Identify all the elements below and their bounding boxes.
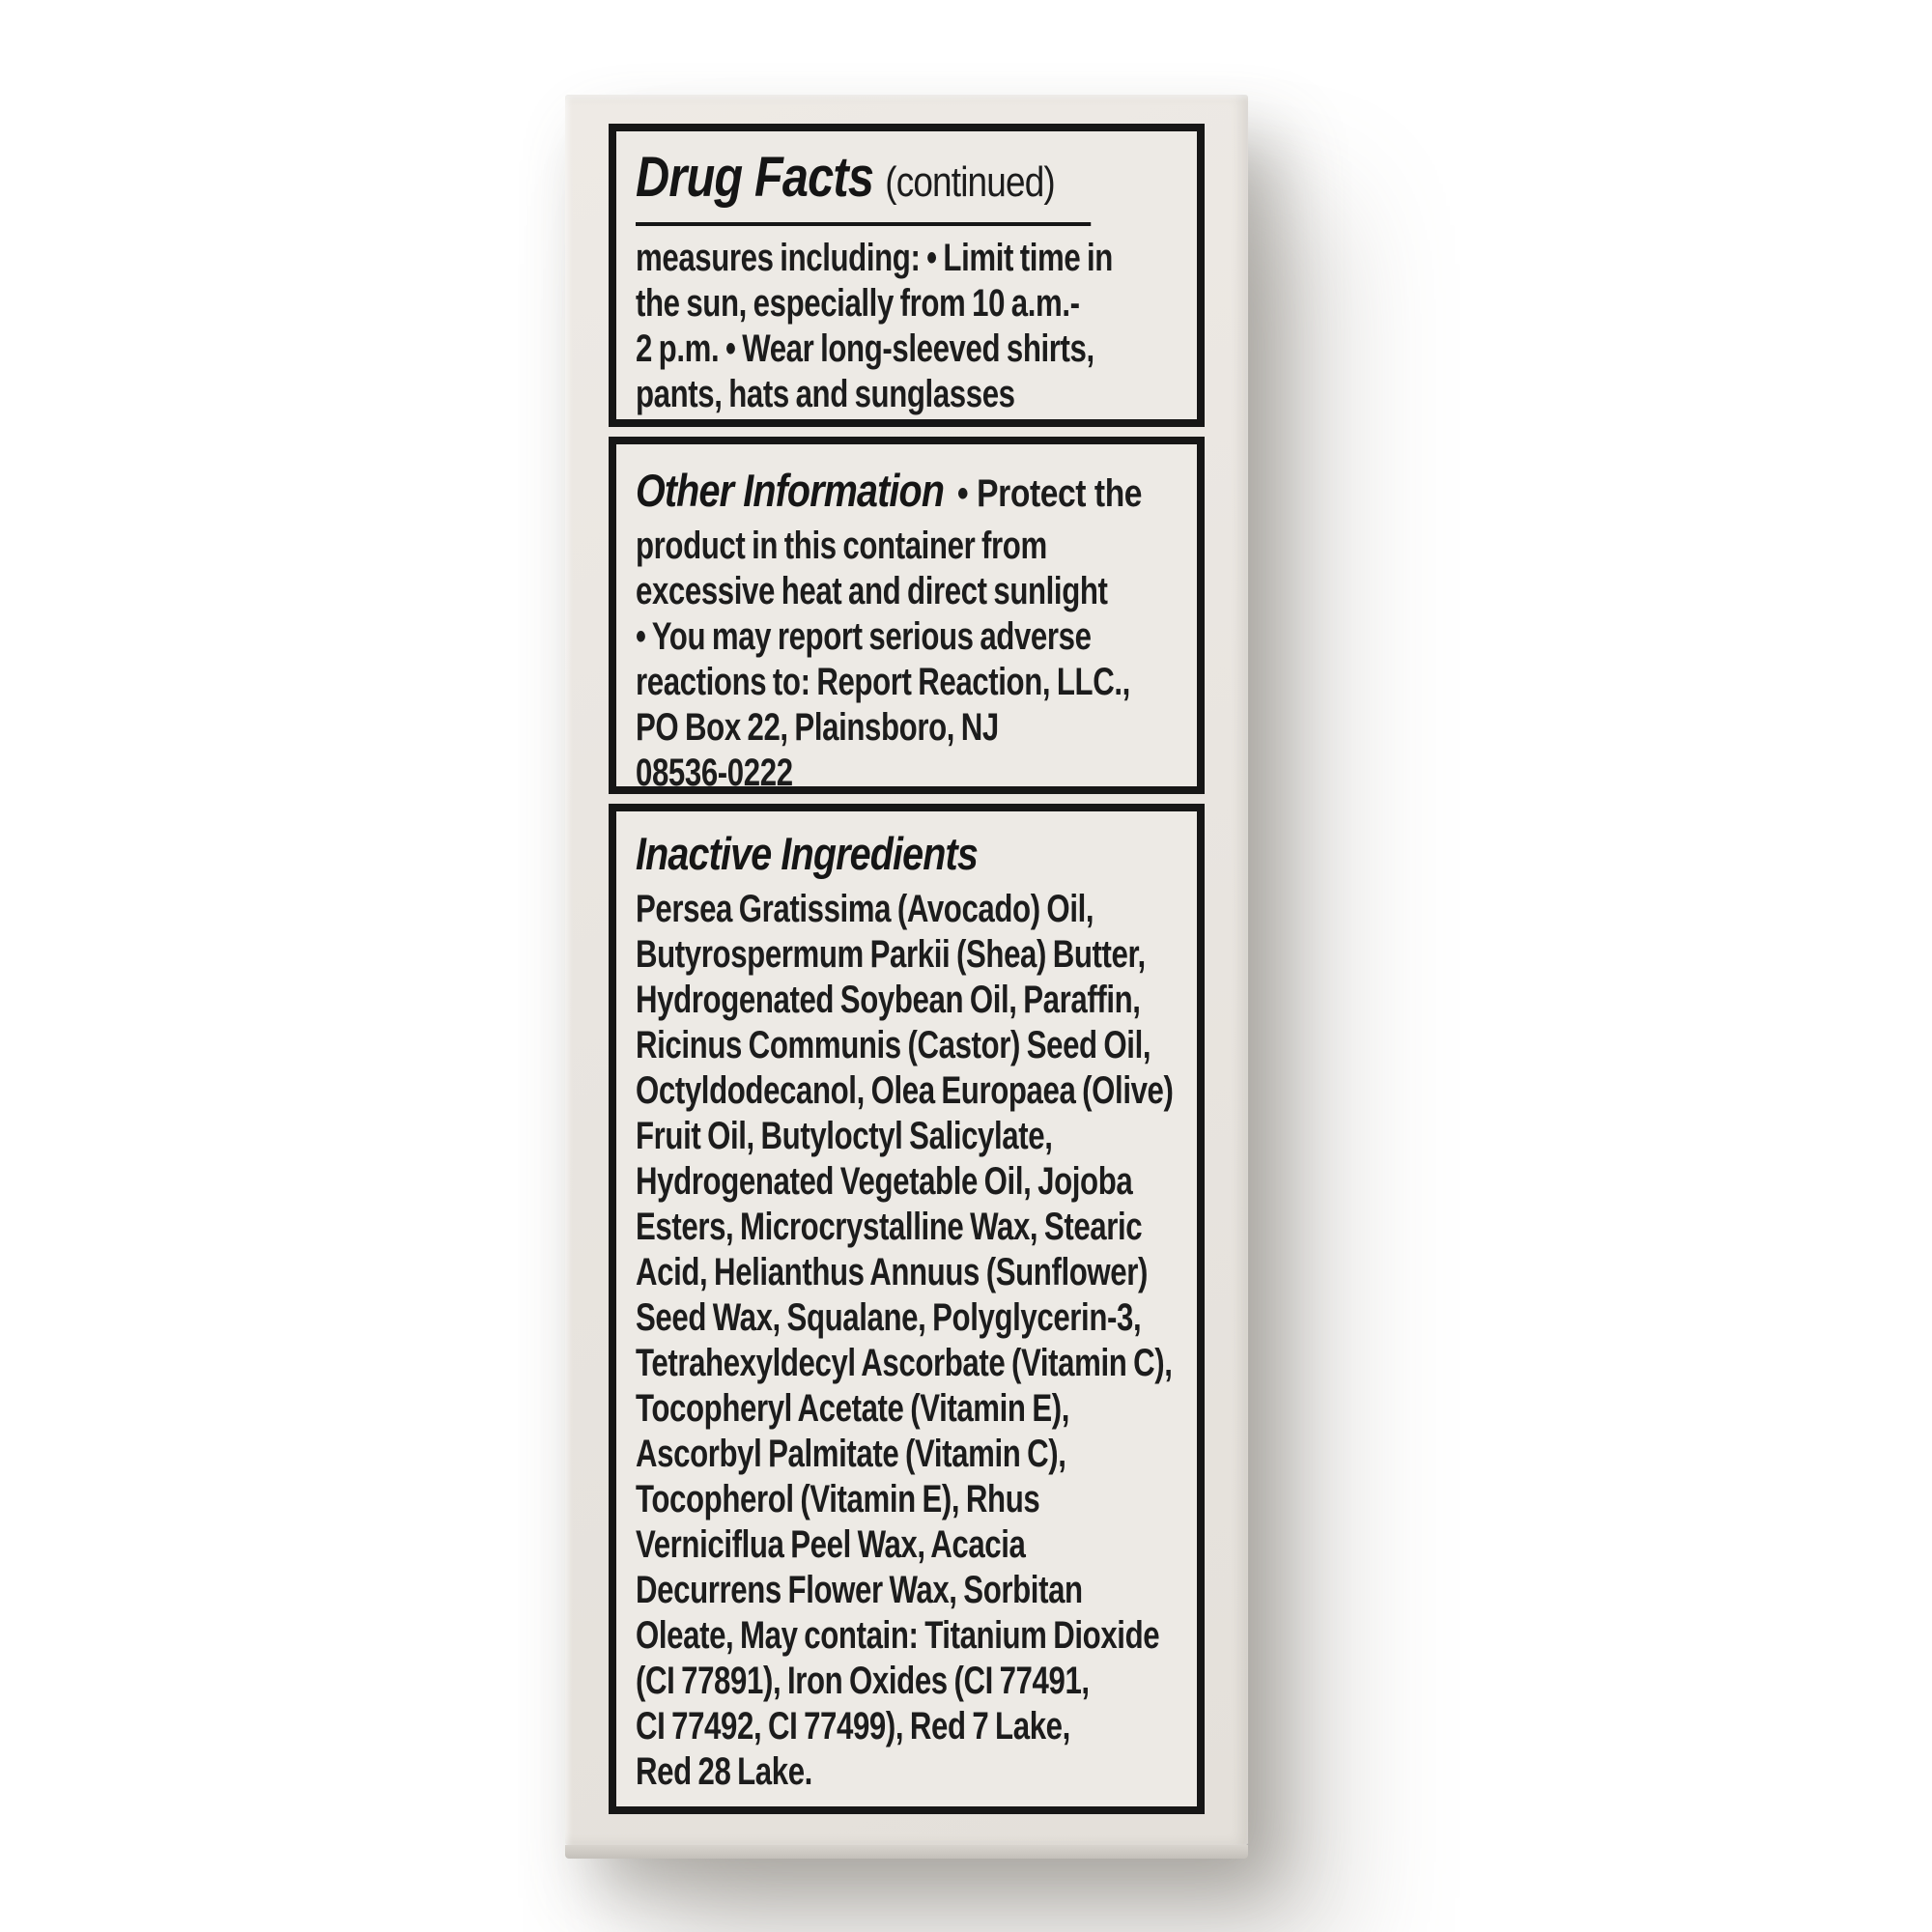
label-text-line: Tetrahexyldecyl Ascorbate (Vitamin C), (636, 1342, 1173, 1384)
label-text-line: Esters, Microcrystalline Wax, Stearic (636, 1206, 1143, 1248)
label-text-line: the sun, especially from 10 a.m.- (636, 282, 1080, 325)
label-text-line: Oleate, May contain: Titanium Dioxide (636, 1614, 1160, 1657)
label-text-line: excessive heat and direct sunlight (636, 570, 1108, 612)
label-text-line: measures including: • Limit time in (636, 237, 1113, 279)
label-text-line: Octyldodecanol, Olea Europaea (Olive) (636, 1069, 1174, 1112)
drug-facts-title: Drug Facts (636, 146, 874, 209)
label-text-line: Hydrogenated Soybean Oil, Paraffin, (636, 979, 1141, 1021)
label-text-line: Fruit Oil, Butyloctyl Salicylate, (636, 1115, 1053, 1157)
drug-facts-continued-label: (continued) (885, 158, 1055, 206)
label-text-line: (CI 77891), Iron Oxides (CI 77491, (636, 1660, 1090, 1702)
inactive-ingredients-heading-row (636, 827, 1091, 881)
label-text-line: Seed Wax, Squalane, Polyglycerin-3, (636, 1296, 1142, 1339)
drug-facts-panel (609, 124, 1205, 1824)
label-text-line: reactions to: Report Reaction, LLC., (636, 661, 1130, 703)
label-text-line: Decurrens Flower Wax, Sorbitan (636, 1569, 1083, 1611)
label-text-line: Persea Gratissima (Avocado) Oil, (636, 888, 1094, 930)
label-text-line: • You may report serious adverse (636, 615, 1092, 658)
other-information-text (636, 524, 1178, 794)
label-text-line: pants, hats and sunglasses (636, 373, 1015, 415)
label-text-line: Ricinus Communis (Castor) Seed Oil, (636, 1024, 1151, 1066)
label-text-line: Hydrogenated Vegetable Oil, Jojoba (636, 1160, 1133, 1203)
drug-facts-continued-section (609, 124, 1205, 427)
inactive-ingredients-text (636, 887, 1178, 1795)
drug-facts-heading-row (636, 147, 1091, 226)
label-text-line: Verniciflua Peel Wax, Acacia (636, 1523, 1026, 1566)
product-box-side-panel (565, 95, 1248, 1845)
other-information-section (609, 437, 1205, 794)
inactive-ingredients-title: Inactive Ingredients (636, 828, 978, 879)
label-text-line: Red 28 Lake. (636, 1750, 812, 1793)
other-information-first-line: • Protect the (956, 472, 1143, 515)
label-text-line: CI 77492, CI 77499), Red 7 Lake, (636, 1705, 1070, 1747)
label-text-line: Ascorbyl Palmitate (Vitamin C), (636, 1433, 1066, 1475)
label-text-line: Tocopheryl Acetate (Vitamin E), (636, 1387, 1070, 1430)
label-text-line: Acid, Helianthus Annuus (Sunflower) (636, 1251, 1148, 1293)
label-text-line: PO Box 22, Plainsboro, NJ (636, 706, 999, 749)
sun-protection-measures-text (636, 236, 1178, 417)
label-text-line: Tocopherol (Vitamin E), Rhus (636, 1478, 1040, 1520)
label-text-line: product in this container from (636, 525, 1047, 567)
label-text-line: Butyrospermum Parkii (Shea) Butter, (636, 933, 1146, 976)
other-information-heading-row (636, 464, 1143, 518)
label-text-line: 08536-0222 (636, 752, 793, 794)
inactive-ingredients-section (609, 804, 1205, 1814)
label-text-line: 2 p.m. • Wear long-sleeved shirts, (636, 327, 1094, 370)
other-information-title: Other Information (636, 465, 945, 516)
